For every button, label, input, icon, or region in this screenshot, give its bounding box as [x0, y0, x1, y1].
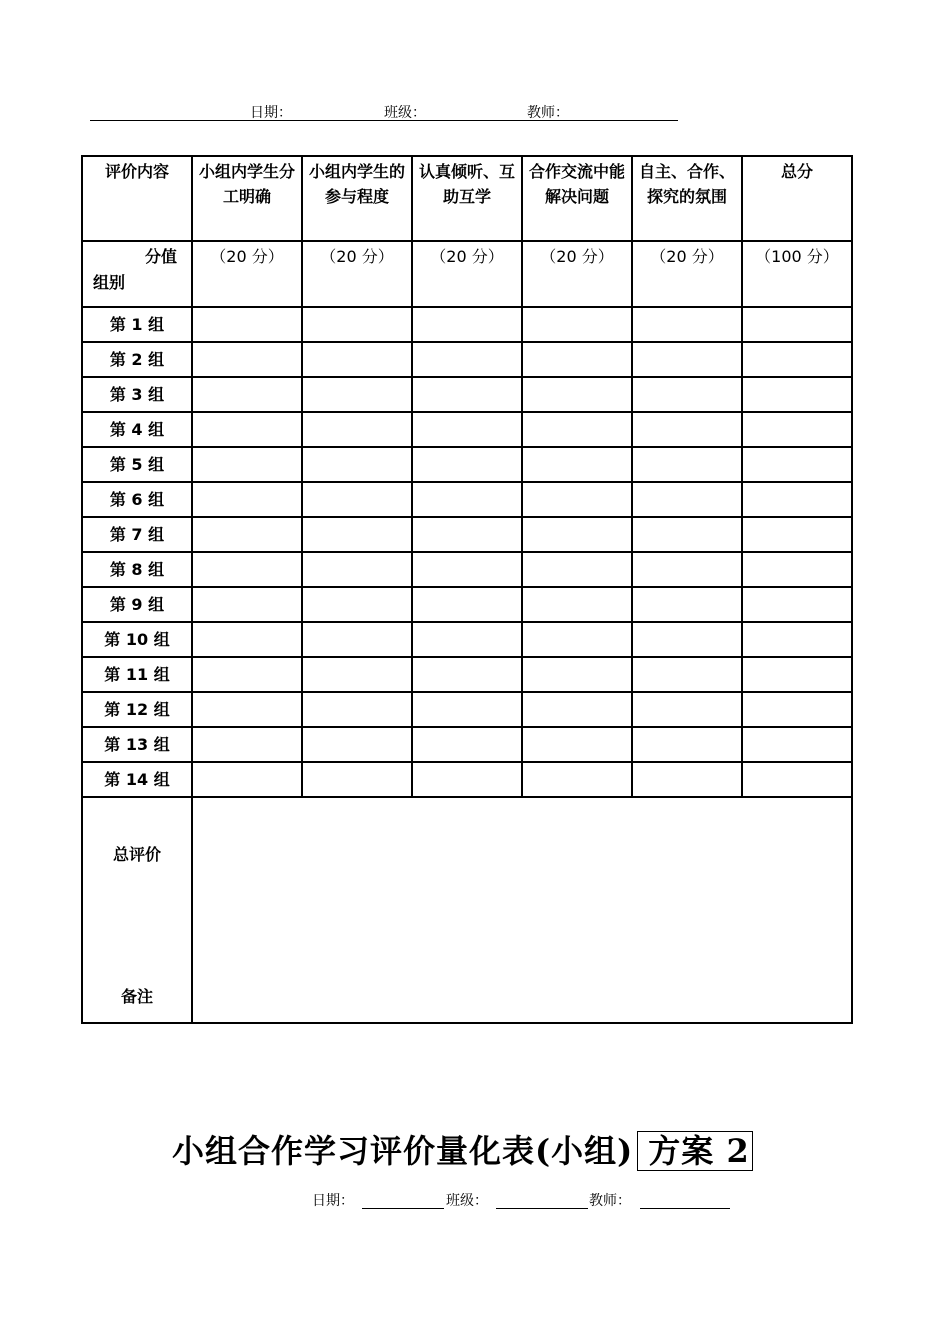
table-row: [82, 342, 852, 377]
score-input-cell[interactable]: [742, 517, 852, 552]
score-cell: （20 分）: [192, 241, 302, 307]
score-input-cell[interactable]: [302, 552, 412, 587]
score-input-cell[interactable]: [632, 412, 742, 447]
score-input-cell[interactable]: [632, 342, 742, 377]
score-input-cell[interactable]: [522, 587, 632, 622]
table-row: [82, 447, 852, 482]
table-row: [82, 307, 852, 342]
score-input-cell[interactable]: [302, 657, 412, 692]
score-input-cell[interactable]: [192, 727, 302, 762]
score-input-cell[interactable]: [742, 412, 852, 447]
score-input-cell[interactable]: [412, 517, 522, 552]
score-input-cell[interactable]: [412, 692, 522, 727]
score-input-cell[interactable]: [742, 762, 852, 797]
score-input-cell[interactable]: [302, 482, 412, 517]
score-input-cell[interactable]: [632, 377, 742, 412]
score-input-cell[interactable]: [192, 692, 302, 727]
table-row: [82, 692, 852, 727]
title-text: 小组合作学习评价量化表(小组): [172, 1132, 634, 1170]
class-blank[interactable]: [496, 1208, 588, 1209]
score-cell: （20 分）: [302, 241, 412, 307]
score-input-cell[interactable]: [522, 552, 632, 587]
group-label: 第 8 组: [82, 552, 192, 587]
evaluation-table: [81, 155, 853, 1024]
score-input-cell[interactable]: [412, 622, 522, 657]
group-label: 第 10 组: [82, 622, 192, 657]
score-input-cell[interactable]: [632, 517, 742, 552]
group-label: 第 5 组: [82, 447, 192, 482]
score-input-cell[interactable]: [192, 657, 302, 692]
group-row-label: 组别: [93, 273, 126, 292]
table-row: [82, 657, 852, 692]
group-label: 第 2 组: [82, 342, 192, 377]
score-input-cell[interactable]: [192, 622, 302, 657]
class-label: 班级：: [446, 1193, 488, 1209]
score-input-cell[interactable]: [302, 622, 412, 657]
score-input-cell[interactable]: [412, 307, 522, 342]
score-input-cell[interactable]: [742, 552, 852, 587]
form-title: [172, 1126, 753, 1172]
group-label: 第 4 组: [82, 412, 192, 447]
table-row: [82, 622, 852, 657]
group-label: 第 13 组: [82, 727, 192, 762]
score-input-cell[interactable]: [192, 517, 302, 552]
column-header: 自主、合作、探究的氛围: [632, 156, 742, 241]
score-input-cell[interactable]: [742, 622, 852, 657]
score-input-cell[interactable]: [412, 412, 522, 447]
table-row: [82, 552, 852, 587]
note-label: 备注: [120, 987, 153, 1006]
teacher-label: 教师：: [527, 105, 569, 121]
score-cell: （20 分）: [522, 241, 632, 307]
score-input-cell[interactable]: [412, 447, 522, 482]
score-input-cell[interactable]: [302, 412, 412, 447]
score-input-cell[interactable]: [632, 762, 742, 797]
score-input-cell[interactable]: [192, 342, 302, 377]
group-label: 第 7 组: [82, 517, 192, 552]
summary-row: [82, 797, 852, 1023]
bottom-header-line: [312, 1188, 752, 1212]
score-input-cell[interactable]: [302, 762, 412, 797]
column-header: 认真倾听、互助互学: [412, 156, 522, 241]
score-input-cell[interactable]: [192, 587, 302, 622]
corner-header: 评价内容: [82, 156, 192, 241]
table-row: [82, 482, 852, 517]
table-row: [82, 377, 852, 412]
group-label: 第 11 组: [82, 657, 192, 692]
score-input-cell[interactable]: [412, 657, 522, 692]
score-input-cell[interactable]: [632, 692, 742, 727]
score-input-cell[interactable]: [632, 447, 742, 482]
summary-label-cell: [82, 797, 192, 1023]
score-input-cell[interactable]: [192, 307, 302, 342]
date-label: 日期：: [250, 105, 292, 121]
score-input-cell[interactable]: [302, 587, 412, 622]
score-cell: （100 分）: [742, 241, 852, 307]
score-input-cell[interactable]: [302, 517, 412, 552]
score-input-cell[interactable]: [522, 657, 632, 692]
table-row: [82, 517, 852, 552]
score-input-cell[interactable]: [742, 692, 852, 727]
score-cell: （20 分）: [412, 241, 522, 307]
score-input-cell[interactable]: [522, 622, 632, 657]
score-input-cell[interactable]: [632, 482, 742, 517]
group-label: 第 6 组: [82, 482, 192, 517]
group-label: 第 12 组: [82, 692, 192, 727]
score-input-cell[interactable]: [192, 412, 302, 447]
score-row: [82, 241, 852, 307]
score-input-cell[interactable]: [522, 482, 632, 517]
column-header: 总分: [742, 156, 852, 241]
score-input-cell[interactable]: [742, 657, 852, 692]
score-input-cell[interactable]: [522, 727, 632, 762]
score-input-cell[interactable]: [302, 692, 412, 727]
score-input-cell[interactable]: [302, 447, 412, 482]
teacher-blank[interactable]: [640, 1208, 730, 1209]
score-input-cell[interactable]: [412, 377, 522, 412]
teacher-label: 教师：: [589, 1193, 631, 1209]
column-header: 小组内学生分工明确: [192, 156, 302, 241]
score-input-cell[interactable]: [302, 307, 412, 342]
score-input-cell[interactable]: [412, 342, 522, 377]
score-input-cell[interactable]: [632, 552, 742, 587]
summary-input-area[interactable]: [192, 797, 852, 1023]
score-input-cell[interactable]: [522, 517, 632, 552]
header-row: [82, 156, 852, 241]
score-input-cell[interactable]: [742, 307, 852, 342]
score-input-cell[interactable]: [192, 762, 302, 797]
score-input-cell[interactable]: [632, 657, 742, 692]
score-input-cell[interactable]: [632, 307, 742, 342]
score-input-cell[interactable]: [632, 727, 742, 762]
score-row-label: 分值: [144, 247, 177, 266]
score-cell: （20 分）: [632, 241, 742, 307]
date-label: 日期：: [312, 1193, 354, 1209]
table-row: [82, 412, 852, 447]
score-input-cell[interactable]: [412, 482, 522, 517]
score-input-cell[interactable]: [522, 447, 632, 482]
score-input-cell[interactable]: [522, 342, 632, 377]
score-input-cell[interactable]: [412, 587, 522, 622]
table-row: [82, 762, 852, 797]
score-input-cell[interactable]: [192, 447, 302, 482]
score-input-cell[interactable]: [632, 587, 742, 622]
score-input-cell[interactable]: [522, 692, 632, 727]
class-label: 班级：: [384, 105, 426, 121]
score-input-cell[interactable]: [522, 412, 632, 447]
score-input-cell[interactable]: [742, 342, 852, 377]
group-label: 第 9 组: [82, 587, 192, 622]
plan-badge: 方案 2: [637, 1131, 752, 1171]
score-input-cell[interactable]: [412, 762, 522, 797]
group-label: 第 3 组: [82, 377, 192, 412]
score-input-cell[interactable]: [522, 762, 632, 797]
summary-label: 总评价: [112, 845, 161, 864]
score-input-cell[interactable]: [412, 552, 522, 587]
score-input-cell[interactable]: [742, 587, 852, 622]
column-header: 合作交流中能解决问题: [522, 156, 632, 241]
group-label: 第 1 组: [82, 307, 192, 342]
score-input-cell[interactable]: [742, 727, 852, 762]
score-input-cell[interactable]: [192, 377, 302, 412]
score-input-cell[interactable]: [302, 727, 412, 762]
score-input-cell[interactable]: [742, 447, 852, 482]
score-input-cell[interactable]: [742, 377, 852, 412]
date-blank[interactable]: [362, 1208, 444, 1209]
score-input-cell[interactable]: [192, 482, 302, 517]
table-row: [82, 727, 852, 762]
score-input-cell[interactable]: [302, 342, 412, 377]
top-header-line: [90, 98, 678, 121]
score-input-cell[interactable]: [522, 377, 632, 412]
score-input-cell[interactable]: [522, 307, 632, 342]
score-input-cell[interactable]: [742, 482, 852, 517]
group-label: 第 14 组: [82, 762, 192, 797]
score-input-cell[interactable]: [632, 622, 742, 657]
table-row: [82, 587, 852, 622]
score-input-cell[interactable]: [192, 552, 302, 587]
score-input-cell[interactable]: [412, 727, 522, 762]
column-header: 小组内学生的参与程度: [302, 156, 412, 241]
score-group-corner: [82, 241, 192, 307]
score-input-cell[interactable]: [302, 377, 412, 412]
